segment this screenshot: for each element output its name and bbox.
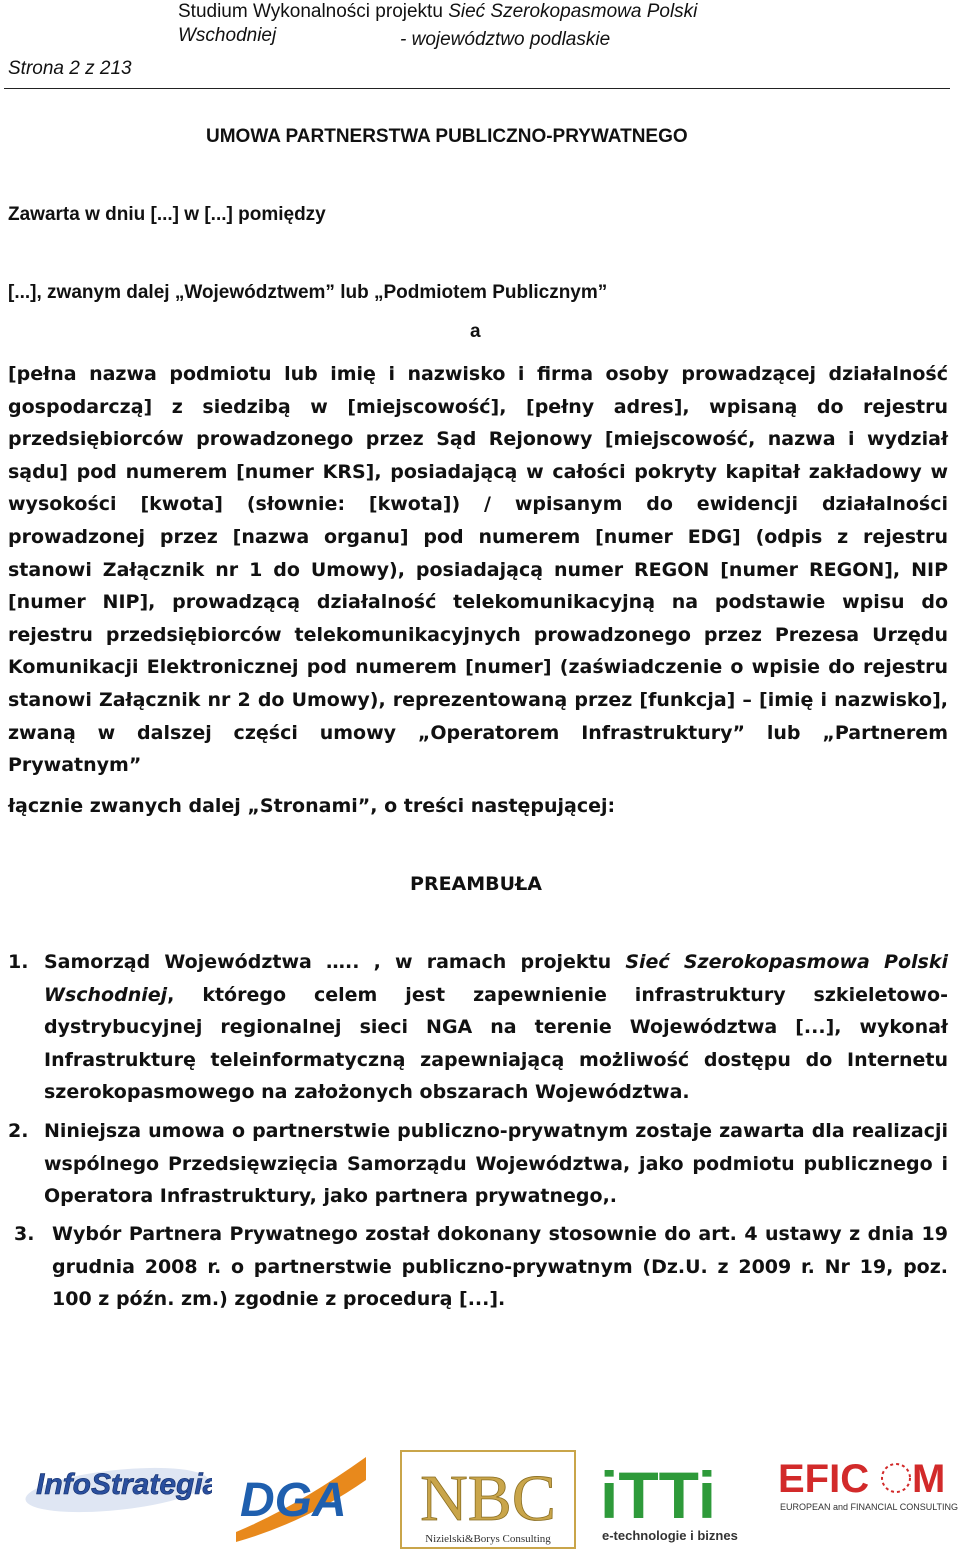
infostrategia-wordmark: InfoStrategia <box>36 1468 212 1501</box>
document-title: UMOWA PARTNERSTWA PUBLICZNO-PRYWATNEGO <box>206 126 688 147</box>
header-divider <box>4 88 950 89</box>
item-number: 1. <box>8 951 29 973</box>
item-text-end: , którego celem jest zapewnienie infrastruktury szkieletowo-dystrybucyjnej regionalnej sieci NGA na terenie Województwa [...], wykonał Infrastrukturę teleinformatyczną zapewniającą możliwość dostępu do Internetu szerokopasmowego na założonych obszarach Województwa. <box>44 983 948 1104</box>
footer-logos <box>0 1440 960 1549</box>
eficom-star-ring-icon <box>882 1464 910 1492</box>
preamble-item-2 <box>8 1115 948 1213</box>
page-number: Strona 2 z 213 <box>8 58 132 79</box>
item-number: 3. <box>14 1223 35 1245</box>
header-title-prefix: Studium Wykonalności projektu <box>178 1 449 22</box>
dga-logo <box>226 1452 376 1542</box>
preamble-heading: PREAMBUŁA <box>410 873 542 895</box>
eficom-logo <box>778 1454 958 1514</box>
party-one: [...], zwanym dalej „Województwem” lub „Podmiotem Publicznym” <box>8 282 608 303</box>
parties-together-line: łącznie zwanych dalej „Stronami”, o treści następującej: <box>8 795 616 817</box>
conjunction-and: a <box>470 321 481 342</box>
preamble-item-3 <box>8 1218 948 1316</box>
header-title-project: Sieć Szerokopasmowa Polski Wschodniej <box>178 1 698 46</box>
preamble-item-1 <box>8 946 948 1109</box>
itti-subtitle: e-technologie i biznes <box>602 1528 738 1543</box>
concluded-line: Zawarta w dniu [...] w [...] pomiędzy <box>8 204 326 225</box>
item-text-start: Samorząd Województwa ….. , w ramach projektu <box>44 951 626 973</box>
header-subtitle: - województwo podlaskie <box>400 29 611 50</box>
eficom-wordmark-end: M <box>912 1457 946 1501</box>
itti-wordmark: iTTi <box>600 1458 717 1532</box>
item-text: Niniejsza umowa o partnerstwie publiczno-prywatnym zostaje zawarta dla realizacji wspólnego Przedsięwzięcia Samorządu Województwa, jako podmiotu publicznego i Operatora Infrastruktury, jako partnera prywatnego,. <box>44 1120 948 1208</box>
item-text: Wybór Partnera Prywatnego został dokonany stosownie do art. 4 ustawy z dnia 19 grudnia 2008 r. o partnerstwie publiczno-prywatnym (Dz.U. z 2009 r. Nr 19, poz. 100 z późn. zm.) zgodnie z procedurą [...]. <box>52 1223 948 1311</box>
item-text <box>44 946 948 1109</box>
nbc-logo <box>400 1450 576 1549</box>
party-two-paragraph: [pełna nazwa podmiotu lub imię i nazwisko i firma osoby prowadzącej działalność gospodarczą] z siedzibą w [miejscowość], [pełny adres], wpisaną do rejestru przedsiębiorców prowadzonego przez Sąd Rejonowy [miejscowość, nazwa i wydział sądu] pod numerem [numer KRS], posiadającą w całości pokryty kapitał zakładowy w wysokości [kwota] (słownie: [kwota]) / wpisanym do ewidencji działalności prowadzonej przez [nazwa organu] pod numerem [numer EDG] (odpis z rejestru stanowi Załącznik nr 1 do Umowy), posiadającą numer REGON [numer REGON], NIP [numer NIP], prowadzącą działalność telekomunikacyjną na podstawie wpisu do rejestru przedsiębiorców telekomunikacyjnych prowadzonego przez Prezesa Urzędu Komunikacji Elektronicznej pod numerem [numer] (zaświadczenie o wpisie do rejestru stanowi Załącznik nr 2 do Umowy), reprezentowaną przez [funkcja] – [imię i nazwisko], zwaną w dalszej części umowy „Operatorem Infrastruktury” lub „Partnerem Prywatnym” <box>8 363 948 777</box>
infostrategia-logo <box>22 1450 212 1520</box>
item-text-project: Sieć Szerokopasmowa Polski Wschodniej <box>44 951 949 1006</box>
item-number: 2. <box>8 1120 29 1142</box>
nbc-wordmark: NBC <box>420 1462 556 1535</box>
eficom-subtitle: EUROPEAN and FINANCIAL CONSULTING <box>780 1502 958 1512</box>
eficom-wordmark: EFIC <box>778 1457 870 1501</box>
itti-logo <box>598 1456 762 1546</box>
nbc-subtitle: Nizielski&Borys Consulting <box>425 1533 551 1545</box>
dga-wordmark: DGA <box>240 1474 347 1527</box>
